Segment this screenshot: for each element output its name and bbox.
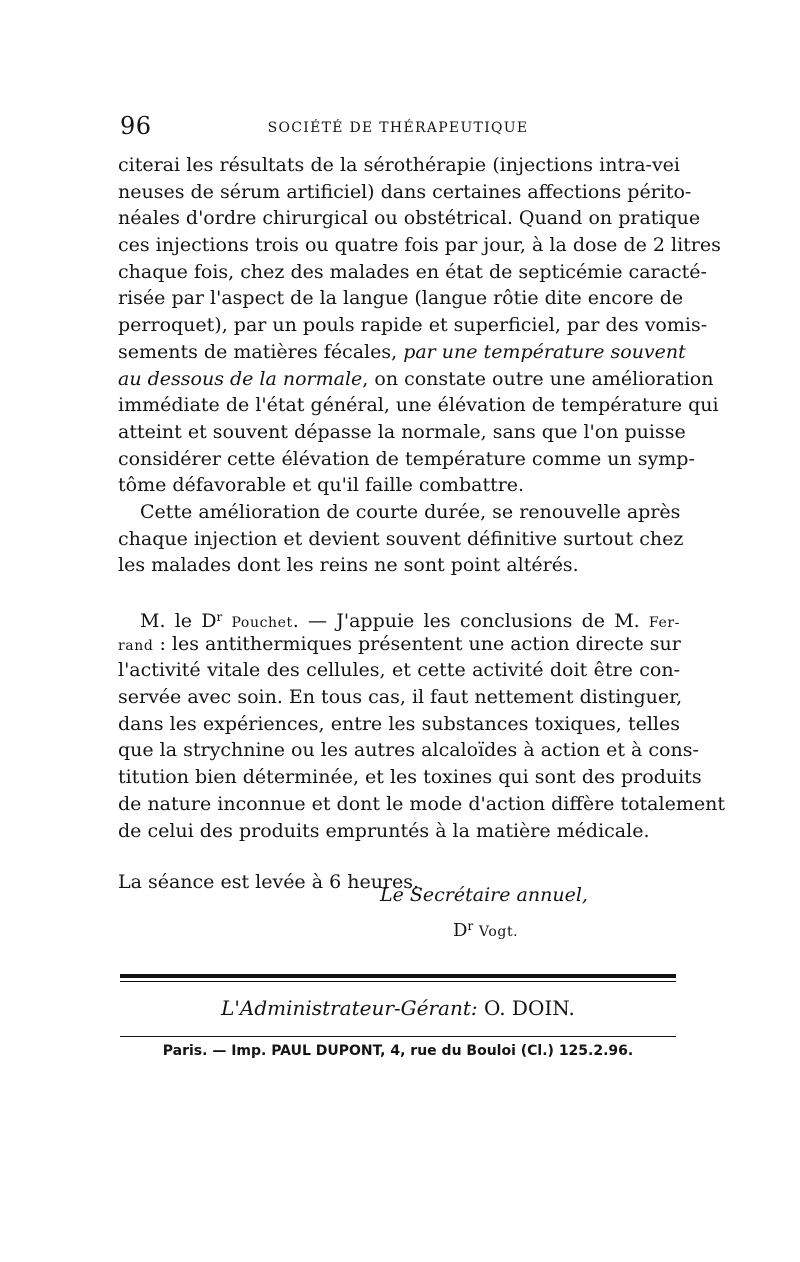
text-line: dans les expériences, entre les substances toxiques, telles [118, 712, 680, 735]
text-span: D [453, 920, 468, 941]
text-line: servée avec soin. En tous cas, il faut nettement distinguer, [118, 686, 683, 709]
text-line [118, 631, 680, 658]
superscript: r [216, 610, 223, 624]
divider-thick [120, 974, 676, 978]
text-line: de nature inconnue et dont le mode d'action diffère totalement [118, 792, 725, 815]
superscript: r [467, 919, 474, 933]
paragraph-pouchet [118, 604, 725, 844]
paragraph-spacer [118, 844, 680, 869]
text-line: titution bien déterminée, et les toxines qui sont des produits [118, 766, 702, 789]
person-name: Fer- [648, 615, 680, 631]
admin-label: L'Administrateur-Gérant: [221, 996, 478, 1020]
printer-imprint: Paris. — Imp. PAUL DUPONT, 4, rue du Bouloi (Cl.) 125.2.96. [162, 1043, 634, 1059]
text-line: tôme défavorable et qu'il faille combattre. [118, 474, 525, 497]
text-line: que la strychnine ou les autres alcaloïdes à action et à cons- [118, 739, 699, 762]
text-line: de celui des produits empruntés à la matière médicale. [118, 819, 650, 842]
text-span: M. le D [140, 610, 217, 632]
text-line [118, 339, 686, 366]
text-line: immédiate de l'état général, une élévation de température qui [118, 394, 719, 417]
session-closing: La séance est levée à 6 heures. [118, 871, 420, 894]
text-line: perroquet), par un pouls rapide et superficiel, par des vomis- [118, 314, 708, 337]
text-line: citerai les résultats de la sérothérapie (injections intra-vei [118, 154, 680, 176]
divider-bottom [120, 1036, 676, 1037]
page-header [118, 112, 678, 142]
italic-span: au dessous de la normale [118, 367, 363, 390]
text-line [118, 366, 714, 393]
text-span: : les antithermiques présentent une action directe sur [153, 632, 681, 655]
body-text [118, 152, 725, 896]
paragraph-serotherapy [118, 152, 721, 499]
admin-name: O. DOIN. [477, 996, 575, 1020]
page-number: 96 [120, 112, 152, 140]
administrator-line [118, 996, 678, 1020]
text-line: chaque injection et devient souvent définitive surtout chez [118, 527, 684, 550]
italic-span: par une température souvent [403, 340, 686, 363]
text-span: . — J'appuie les conclusions de M. [292, 610, 649, 632]
text-line: risée par l'aspect de la langue (langue rôtie dite encore de [118, 287, 684, 310]
speaker-name: Pouchet [231, 615, 293, 631]
text-span: sements de matières fécales, [118, 340, 404, 363]
signature-name [453, 919, 518, 941]
person-name: rand [118, 637, 154, 654]
text-line: l'activité vitale des cellules, et cette activité doit être con- [118, 659, 680, 682]
text-line: Cette amélioration de courte durée, se renouvelle après [140, 500, 681, 523]
text-line: neuses de sérum artificiel) dans certaines affections périto- [118, 180, 692, 203]
text-span: , on constate outre une amélioration [362, 367, 714, 390]
signature-title: Le Secrétaire annuel, [380, 884, 588, 906]
divider-thin [120, 981, 676, 982]
text-line: atteint et souvent dépasse la normale, sans que l'on puisse [118, 420, 686, 443]
secretary-name: Vogt. [478, 924, 519, 940]
text-line: considérer cette élévation de température comme un symp- [118, 447, 695, 470]
text-line [118, 604, 680, 631]
running-head: SOCIÉTÉ DE THÉRAPEUTIQUE [267, 120, 529, 136]
paragraph-spacer [118, 579, 680, 604]
text-line: chaque fois, chez des malades en état de septicémie caracté- [118, 260, 707, 283]
paragraph-amelioration [118, 499, 684, 579]
text-line: les malades dont les reins ne sont point altérés. [118, 554, 579, 577]
text-line: ces injections trois ou quatre fois par jour, à la dose de 2 litres [118, 234, 721, 257]
text-line: néales d'ordre chirurgical ou obstétrical. Quand on pratique [118, 207, 701, 230]
